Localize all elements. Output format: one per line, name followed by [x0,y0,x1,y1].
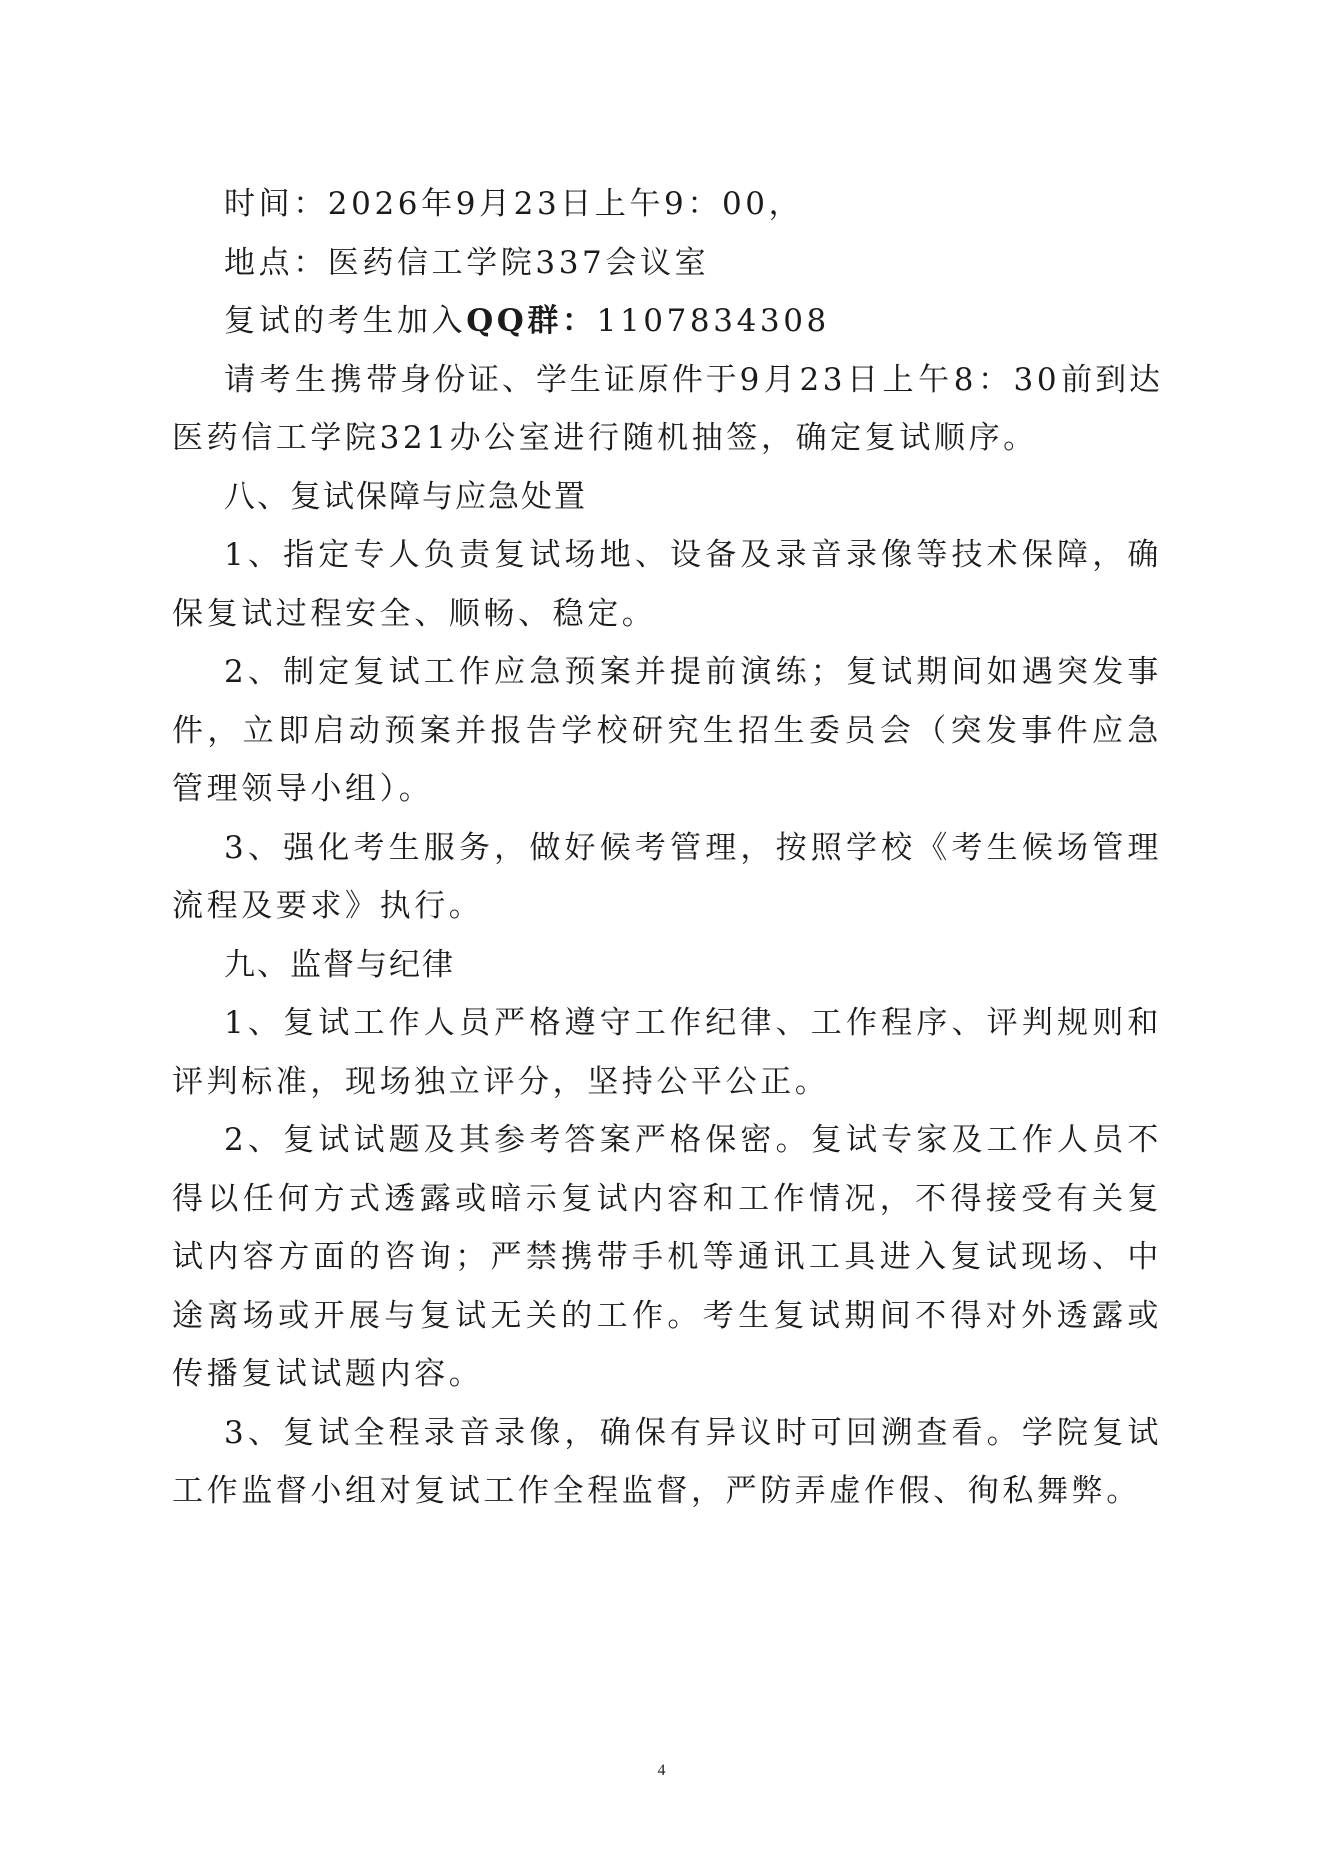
notice-date-time: 9月23日上午8：30 [739,361,1061,398]
page-number: 4 [657,1762,666,1779]
section-heading-8: 八、复试保障与应急处置 [224,478,587,515]
section-8-item-2: 2、制定复试工作应急预案并提前演练；复试期间如遇突发事件，立即启动预案并报告学校研究生招生委员会（突发事件应急管理领导小组）。 [172,654,1162,807]
notice-emphasis-documents: 带身份证、学生证原件于 [366,361,740,398]
section-8-item-3: 3、强化考生服务，做好候考管理，按照学校《考生候场管理流程及要求》执行。 [172,829,1162,924]
qq-group-number: 1107834308 [596,303,830,339]
check-in-notice [172,351,1162,468]
exam-time-line: 时间：2026年9月23日上午9：00， [224,186,804,222]
exam-place-line: 地点：医药信工学院337会议室 [224,244,710,281]
section-9-item-3: 3、复试全程录音录像，确保有异议时可回溯查看。学院复试工作监督小组对复试工作全程监督，严防弄虚作假、徇私舞弊。 [172,1414,1162,1509]
section-9-item-1: 1、复试工作人员严格遵守工作纪律、工作程序、评判规则和评判标准，现场独立评分，坚持公平公正。 [172,1005,1162,1100]
notice-emphasis-arrive: 前到达 [1060,361,1163,398]
qq-group-prefix: 复试的考生加入 [224,303,467,339]
qq-group-line [172,292,1162,351]
section-heading-9: 九、监督与纪律 [224,946,455,983]
document-body [172,175,1162,1521]
qq-group-label: QQ群： [466,303,597,339]
section-9-item-2: 2、复试试题及其参考答案严格保密。复试专家及工作人员不得以任何方式透露或暗示复试内容和工作情况，不得接受有关复试内容方面的咨询；严禁携带手机等通讯工具进入复试现场、中途离场或开展与复试无关的工作。考生复试期间不得对外透露或传播复试试题内容。 [172,1122,1162,1392]
notice-rest: 医药信工学院321办公室进行随机抽签，确定复试顺序。 [172,420,1038,456]
section-8-item-1: 1、指定专人负责复试场地、设备及录音录像等技术保障，确保复试过程安全、顺畅、稳定。 [172,537,1162,632]
notice-prefix: 请考生携 [224,361,367,398]
